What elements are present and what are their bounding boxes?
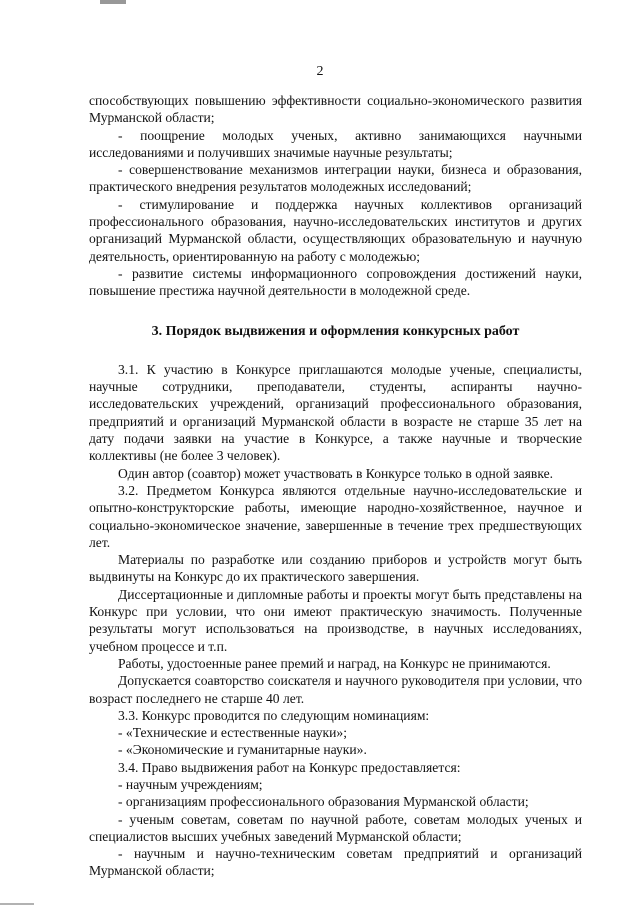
clause-paragraph: 3.2. Предметом Конкурса являются отдельные научно-исследовательские и опытно-конструкторские работы, имеющие народно-хозяйственное, научное и социально-экономическое значение, завершенные в течение трех предшествующих лет. <box>89 482 582 550</box>
clause-paragraph: 3.1. К участию в Конкурсе приглашаются молодые ученые, специалисты, научные сотрудники, преподаватели, студенты, аспиранты научно-исследовательских учреждений, организаций профессионального образования, предприятий и организаций Мурманской области в возрасте не старше 35 лет на дату подачи заявки на участие в Конкурсе, а также научные и творческие коллективы (не более 3 человек). <box>89 361 582 464</box>
clause-paragraph: Допускается соавторство соискателя и научного руководителя при условии, что возраст последнего не старше 40 лет. <box>89 673 582 706</box>
goal-item: - поощрение молодых ученых, активно занимающихся научными исследованиями и получивших значимые научные результаты; <box>89 127 582 160</box>
nominator-item: - научным учреждениям; <box>118 776 263 792</box>
scan-artifact-top <box>100 0 126 4</box>
page-number: 2 <box>316 64 324 79</box>
clause-paragraph: Работы, удостоенные ранее премий и наград, на Конкурс не принимаются. <box>118 655 551 671</box>
clause-paragraph: Диссертационные и дипломные работы и проекты могут быть представлены на Конкурс при условии, что они имеют практическую значимость. Полученные результаты могут использоваться на производстве, в научных исследованиях, учебном процессе и т.п. <box>89 586 582 654</box>
goal-item: - совершенствование механизмов интеграции науки, бизнеса и образования, практического внедрения результатов молодежных исследований; <box>89 162 582 195</box>
goal-item: - стимулирование и поддержка научных коллективов организаций профессионального образования, научно-исследовательских институтов и других организаций Мурманской области, осуществляющих образовательную и научную деятельность, ориентированную на работу с молодежью; <box>89 196 582 264</box>
document-body <box>89 92 582 880</box>
section-heading: 3. Порядок выдвижения и оформления конкурсных работ <box>151 323 520 339</box>
clause-paragraph: 3.4. Право выдвижения работ на Конкурс предоставляется: <box>118 759 461 775</box>
clause-paragraph: Один автор (соавтор) может участвовать в Конкурсе только в одной заявке. <box>118 465 554 481</box>
clause-paragraph: Материалы по разработке или созданию приборов и устройств могут быть выдвинуты на Конкурс до их практического завершения. <box>89 552 582 585</box>
nominator-item: - организациям профессионального образования Мурманской области; <box>118 794 529 810</box>
nominator-item: - научным и научно-техническим советам предприятий и организаций Мурманской области; <box>89 846 582 879</box>
intro-continuation: способствующих повышению эффективности социально-экономического развития Мурманской области; <box>89 93 582 126</box>
nominator-item: - ученым советам, советам по научной работе, советам молодых ученых и специалистов высших учебных заведений Мурманской области; <box>89 811 582 844</box>
goal-item: - развитие системы информационного сопровождения достижений науки, повышение престижа научной деятельности в молодежной среде. <box>89 265 582 299</box>
clause-paragraph: 3.3. Конкурс проводится по следующим номинациям: <box>118 707 430 723</box>
nomination-item: - «Экономические и гуманитарные науки». <box>118 742 367 758</box>
nomination-item: - «Технические и естественные науки»; <box>118 725 347 741</box>
